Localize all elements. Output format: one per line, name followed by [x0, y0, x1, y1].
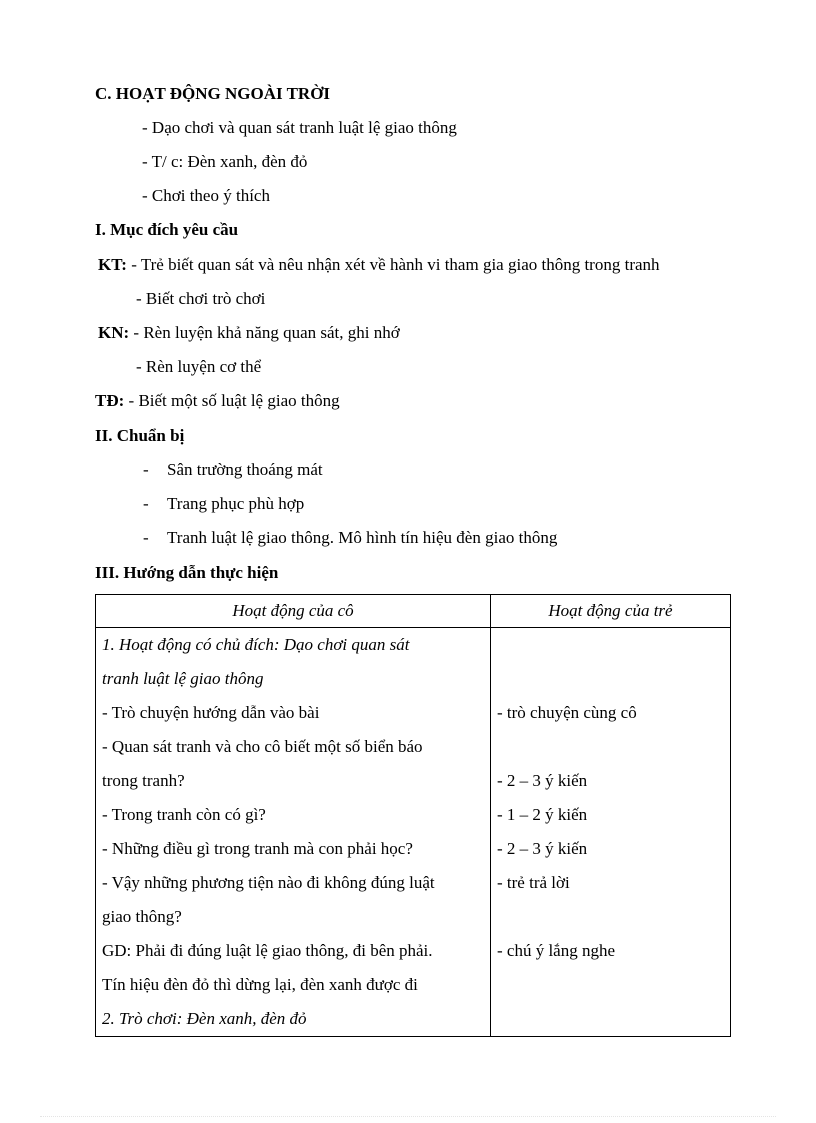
- prep-item-text: Sân trường thoáng mát: [167, 460, 323, 479]
- td-label: TĐ:: [95, 391, 125, 410]
- teacher-line: - Vậy những phương tiện nào đi không đúng luật: [102, 873, 435, 892]
- prep-item: - Trang phục phù hợp: [143, 494, 305, 513]
- prep-item-text: Trang phục phù hợp: [167, 494, 305, 513]
- teacher-line: tranh luật lệ giao thông: [102, 669, 264, 688]
- teacher-line: - Quan sát tranh và cho cô biết một số biển báo: [102, 737, 423, 756]
- teacher-line: GD: Phải đi đúng luật lệ giao thông, đi bên phải.: [102, 941, 433, 960]
- section-c-title: C. HOẠT ĐỘNG NGOÀI TRỜI: [95, 84, 331, 103]
- teacher-line: giao thông?: [102, 907, 182, 926]
- table-row: [96, 628, 731, 1037]
- section-2-title: II. Chuẩn bị: [95, 426, 185, 445]
- child-line: - 2 – 3 ý kiến: [497, 771, 588, 790]
- td-line: [95, 391, 340, 411]
- child-line: [497, 730, 724, 764]
- section-c-item: - Chơi theo ý thích: [142, 186, 270, 205]
- child-line: [497, 968, 724, 1002]
- prep-item-text: Tranh luật lệ giao thông. Mô hình tín hiệu đèn giao thông: [167, 528, 558, 547]
- section-1-title: I. Mục đích yêu cầu: [95, 220, 239, 239]
- kt-line: [98, 255, 660, 275]
- child-line: - 2 – 3 ý kiến: [497, 839, 588, 858]
- child-line: [497, 662, 724, 696]
- header-child: Hoạt động của trẻ: [491, 595, 731, 628]
- section-c-item: - T/ c: Đèn xanh, đèn đỏ: [142, 152, 308, 171]
- activity-table: [95, 594, 731, 1037]
- page-edge-divider: [40, 1116, 776, 1117]
- teacher-line: Tín hiệu đèn đỏ thì dừng lại, đèn xanh được đi: [102, 975, 418, 994]
- kt-line-2: - Biết chơi trò chơi: [136, 289, 266, 308]
- teacher-line: trong tranh?: [102, 771, 185, 790]
- section-c-item: - Dạo chơi và quan sát tranh luật lệ giao thông: [142, 118, 457, 137]
- child-column: [491, 628, 731, 1037]
- td-text: - Biết một số luật lệ giao thông: [128, 391, 340, 410]
- table-header-row: [96, 595, 731, 628]
- kn-line: [98, 323, 400, 343]
- prep-item: - Tranh luật lệ giao thông. Mô hình tín hiệu đèn giao thông: [143, 528, 558, 547]
- child-line: - trò chuyện cùng cô: [497, 703, 637, 722]
- kt-text: - Trẻ biết quan sát và nêu nhận xét về hành vi tham gia giao thông trong tranh: [131, 255, 660, 274]
- child-line: [497, 1002, 724, 1036]
- child-line: [497, 628, 724, 662]
- kt-label: KT:: [98, 255, 127, 274]
- section-3-title: III. Hướng dẫn thực hiện: [95, 563, 279, 582]
- teacher-line: - Trò chuyện hướng dẫn vào bài: [102, 703, 320, 722]
- teacher-column: [96, 628, 491, 1037]
- teacher-line: 2. Trò chơi: Đèn xanh, đèn đỏ: [102, 1009, 307, 1028]
- child-line: - trẻ trả lời: [497, 873, 570, 892]
- teacher-line: - Những điều gì trong tranh mà con phải học?: [102, 839, 413, 858]
- kn-text: - Rèn luyện khả năng quan sát, ghi nhớ: [133, 323, 400, 342]
- kn-label: KN:: [98, 323, 130, 342]
- child-line: [497, 900, 724, 934]
- child-line: - 1 – 2 ý kiến: [497, 805, 588, 824]
- teacher-line: 1. Hoạt động có chủ đích: Dạo chơi quan sát: [102, 635, 410, 654]
- child-line: - chú ý lắng nghe: [497, 941, 616, 960]
- teacher-line: - Trong tranh còn có gì?: [102, 805, 266, 824]
- header-teacher: Hoạt động của cô: [96, 595, 491, 628]
- prep-item: - Sân trường thoáng mát: [143, 460, 323, 479]
- kn-line-2: - Rèn luyện cơ thể: [136, 357, 262, 376]
